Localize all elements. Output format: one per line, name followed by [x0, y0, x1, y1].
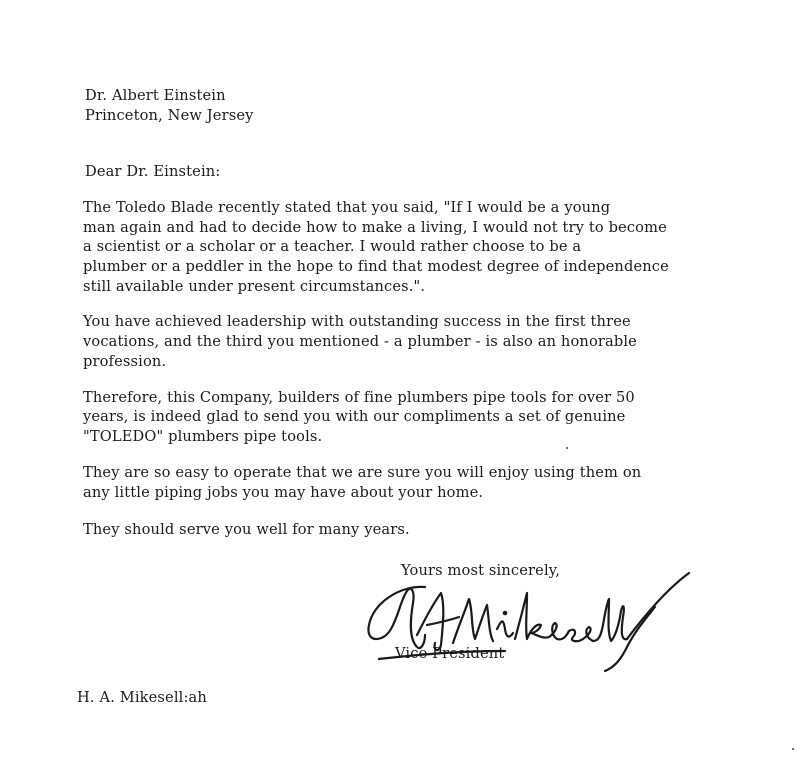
- paragraph-line: You have achieved leadership with outstanding success in the first three: [83, 313, 631, 330]
- paper-speck: [566, 447, 568, 449]
- paragraph-line: vocations, and the third you mentioned - a plumber - is also an honorable: [83, 333, 637, 350]
- closing: Yours most sincerely,: [401, 562, 561, 579]
- signer-title: Vice President: [395, 645, 505, 662]
- paper-speck: [792, 748, 794, 750]
- paragraph-line: "TOLEDO" plumbers pipe tools.: [83, 428, 323, 445]
- paragraph-line: They should serve you well for many years.: [83, 521, 410, 538]
- paragraph-line: man again and had to decide how to make a living, I would not try to become: [83, 219, 667, 236]
- paragraph-line: profession.: [83, 353, 167, 370]
- paragraph-line: any little piping jobs you may have about your home.: [83, 484, 484, 501]
- salutation: Dear Dr. Einstein:: [85, 163, 221, 180]
- paragraph-line: plumber or a peddler in the hope to find that modest degree of independence: [83, 258, 669, 275]
- paragraph-line: They are so easy to operate that we are sure you will enjoy using them on: [83, 464, 642, 481]
- paragraph-line: Therefore, this Company, builders of fine plumbers pipe tools for over 50: [83, 389, 635, 406]
- paragraph-line: a scientist or a scholar or a teacher. I would rather choose to be a: [83, 238, 582, 255]
- paragraph-line: still available under present circumstances.".: [83, 278, 426, 295]
- paragraph-line: The Toledo Blade recently stated that you said, "If I would be a young: [83, 199, 611, 216]
- recipient-name: Dr. Albert Einstein: [85, 87, 226, 104]
- paragraph-line: years, is indeed glad to send you with our compliments a set of genuine: [83, 408, 626, 425]
- reference-initials: H. A. Mikesell:ah: [77, 689, 207, 706]
- recipient-location: Princeton, New Jersey: [85, 107, 254, 124]
